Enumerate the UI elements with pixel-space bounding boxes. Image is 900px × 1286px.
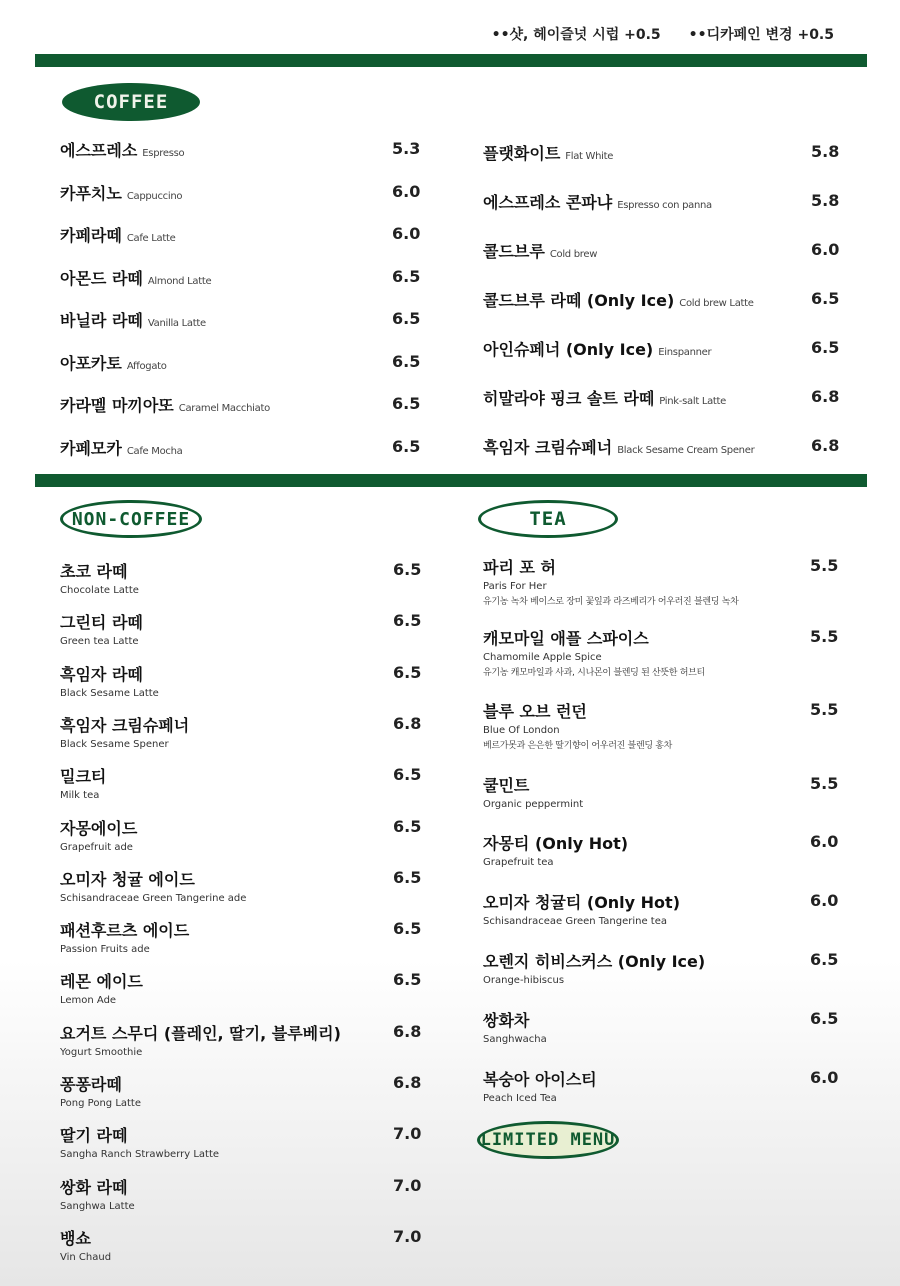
menu-item — [60, 610, 143, 647]
item-name-english: Flat White — [565, 151, 614, 162]
item-name-english: Cafe Latte — [126, 233, 176, 244]
middle-divider-bar — [35, 474, 867, 487]
menu-item — [483, 555, 739, 607]
item-name-english: Chocolate Latte — [60, 585, 139, 596]
item-name-korean: 플랫화이트 — [483, 144, 561, 163]
menu-item — [60, 1226, 111, 1263]
menu-item-row — [483, 190, 712, 213]
item-name-english: Cold brew — [549, 249, 598, 260]
item-name-korean: 초코 라떼 — [60, 562, 128, 581]
item-price: 5.5 — [810, 627, 839, 646]
item-price: 6.0 — [392, 182, 421, 201]
tea-section-label: TEA — [478, 500, 618, 538]
item-name-korean: 카페라떼 — [60, 226, 122, 245]
menu-item-row — [60, 266, 211, 289]
menu-item — [60, 223, 175, 246]
item-price: 6.0 — [392, 224, 421, 243]
item-name-english: Sanghwacha — [483, 1034, 547, 1045]
menu-item — [60, 918, 189, 955]
item-name-korean: 쌍화차 — [483, 1011, 530, 1030]
menu-item — [60, 559, 139, 596]
item-name-english: Caramel Macchiato — [178, 403, 270, 414]
item-price: 6.5 — [811, 338, 840, 357]
item-name-korean: 콜드브루 라떼 (Only Ice) — [483, 291, 675, 310]
item-name-korean: 파리 포 허 — [483, 558, 556, 577]
item-price: 6.0 — [810, 891, 839, 910]
top-divider-bar — [35, 54, 867, 67]
item-name-english: Pink-salt Latte — [659, 396, 727, 407]
menu-item — [483, 239, 597, 262]
menu-item — [60, 713, 189, 750]
item-price: 5.8 — [811, 191, 840, 210]
item-price: 6.5 — [393, 663, 422, 682]
item-name-english: Lemon Ade — [60, 995, 117, 1006]
menu-item — [60, 351, 167, 374]
item-name-english: Passion Fruits ade — [60, 944, 150, 955]
menu-item — [483, 337, 711, 360]
coffee-section-label: COFFEE — [62, 83, 200, 121]
item-name-korean: 블루 오브 런던 — [483, 702, 587, 721]
item-price: 6.5 — [392, 437, 421, 456]
item-price: 5.5 — [810, 774, 839, 793]
item-name-english: Grapefruit tea — [483, 857, 554, 868]
item-name-korean: 아인슈페너 (Only Ice) — [483, 340, 654, 359]
item-price: 6.5 — [393, 817, 422, 836]
item-name-korean: 아몬드 라떼 — [60, 269, 143, 288]
item-price: 5.8 — [811, 142, 840, 161]
item-price: 6.5 — [810, 950, 839, 969]
item-name-korean: 패션후르츠 에이드 — [60, 921, 190, 940]
menu-item — [483, 435, 754, 458]
item-name-korean: 그린티 라떼 — [60, 613, 143, 632]
menu-item-row — [483, 288, 754, 311]
item-price: 6.5 — [393, 765, 422, 784]
item-name-english: Black Sesame Cream Spener — [617, 445, 755, 456]
menu-item — [60, 867, 246, 904]
item-name-korean: 캐모마일 애플 스파이스 — [483, 629, 649, 648]
item-price: 6.0 — [810, 832, 839, 851]
item-name-english: Espresso — [142, 148, 185, 159]
item-name-korean: 카라멜 마끼아또 — [60, 396, 174, 415]
menu-item — [60, 1072, 141, 1109]
item-price: 5.5 — [810, 556, 839, 575]
item-price: 6.8 — [811, 436, 840, 455]
menu-item — [483, 288, 754, 311]
item-name-korean: 레몬 에이드 — [60, 972, 143, 991]
item-name-korean: 자몽티 (Only Hot) — [483, 834, 629, 853]
menu-item — [60, 764, 106, 801]
item-name-korean: 밀크티 — [60, 767, 107, 786]
menu-item-row — [60, 393, 270, 416]
menu-item — [60, 138, 184, 161]
item-description: 유기농 캐모마일과 사과, 시나몬이 블렌딩 된 산뜻한 허브티 — [483, 668, 705, 678]
item-name-english: Peach Iced Tea — [483, 1093, 557, 1104]
item-name-english: Schisandraceae Green Tangerine tea — [483, 916, 667, 927]
item-name-korean: 오미자 청귤 에이드 — [60, 870, 195, 889]
item-price: 6.8 — [393, 1022, 422, 1041]
item-price: 5.3 — [392, 139, 421, 158]
item-name-korean: 오렌지 히비스커스 (Only Ice) — [483, 952, 706, 971]
item-name-english: Cafe Mocha — [126, 446, 183, 457]
item-name-korean: 오미자 청귤티 (Only Hot) — [483, 893, 681, 912]
menu-item-row — [60, 308, 206, 331]
menu-item — [483, 626, 705, 678]
item-name-english: Black Sesame Latte — [60, 688, 159, 699]
item-name-korean: 쿨민트 — [483, 776, 530, 795]
menu-item-row — [60, 138, 184, 161]
item-price: 6.8 — [393, 1073, 422, 1092]
menu-item — [60, 1021, 341, 1058]
item-name-korean: 히말라야 핑크 솔트 라떼 — [483, 389, 655, 408]
menu-item-row — [60, 436, 183, 459]
item-name-english: Sanghwa Latte — [60, 1201, 135, 1212]
item-name-english: Vin Chaud — [60, 1252, 112, 1263]
item-name-korean: 콜드브루 — [483, 242, 545, 261]
item-name-english: Green tea Latte — [60, 636, 139, 647]
menu-item — [60, 816, 137, 853]
item-name-korean: 카페모카 — [60, 439, 122, 458]
item-price: 6.8 — [811, 387, 840, 406]
item-name-korean: 아포카토 — [60, 354, 122, 373]
menu-item-row — [483, 435, 754, 458]
item-name-english: Einspanner — [658, 347, 712, 358]
noncoffee-section-label: NON-COFFEE — [60, 500, 202, 538]
item-name-korean: 요거트 스무디 (플레인, 딸기, 블루베리) — [60, 1024, 341, 1043]
item-name-english: Yogurt Smoothie — [60, 1047, 143, 1058]
item-price: 7.0 — [393, 1227, 422, 1246]
item-name-english: Orange-hibiscus — [483, 975, 565, 986]
item-price: 6.5 — [393, 919, 422, 938]
item-price: 6.0 — [811, 240, 840, 259]
item-price: 6.5 — [392, 267, 421, 286]
item-price: 6.0 — [810, 1068, 839, 1087]
item-price: 7.0 — [393, 1176, 422, 1195]
menu-item — [483, 1067, 597, 1104]
item-price: 6.5 — [392, 309, 421, 328]
menu-item-row — [483, 239, 597, 262]
item-price: 6.5 — [393, 970, 422, 989]
menu-item — [60, 308, 206, 331]
item-name-korean: 바닐라 라떼 — [60, 311, 143, 330]
item-name-korean: 흑임자 라떼 — [60, 665, 143, 684]
menu-item — [60, 1123, 219, 1160]
item-name-korean: 에스프레소 콘파냐 — [483, 193, 613, 212]
item-name-korean: 카푸치노 — [60, 184, 122, 203]
item-name-english: Blue Of London — [483, 725, 560, 736]
item-price: 6.5 — [811, 289, 840, 308]
menu-item — [483, 386, 726, 409]
item-name-english: Espresso con panna — [617, 200, 712, 211]
menu-item — [60, 181, 182, 204]
menu-item-row — [483, 386, 726, 409]
item-name-english: Pong Pong Latte — [60, 1098, 142, 1109]
item-price: 6.5 — [392, 352, 421, 371]
item-price: 6.5 — [393, 560, 422, 579]
item-name-english: Affogato — [126, 361, 167, 372]
item-name-english: Cold brew Latte — [679, 298, 754, 309]
item-name-korean: 쌍화 라떼 — [60, 1178, 128, 1197]
menu-item — [483, 890, 680, 927]
menu-item — [483, 831, 628, 868]
limited-menu-label: LIMITED MENU — [477, 1121, 619, 1159]
menu-item — [60, 662, 159, 699]
item-name-korean: 뱅쇼 — [60, 1229, 91, 1248]
item-name-english: Organic peppermint — [483, 799, 584, 810]
item-name-korean: 흑임자 크림슈페너 — [483, 438, 613, 457]
item-name-english: Cappuccino — [126, 191, 183, 202]
menu-item-row — [483, 337, 711, 360]
menu-item — [60, 436, 183, 459]
item-name-korean: 딸기 라떼 — [60, 1126, 128, 1145]
item-name-korean: 흑임자 크림슈페너 — [60, 716, 190, 735]
menu-item — [60, 266, 211, 289]
item-name-english: Schisandraceae Green Tangerine ade — [60, 893, 247, 904]
item-price: 6.8 — [393, 714, 422, 733]
item-price: 6.5 — [393, 868, 422, 887]
menu-item — [483, 949, 705, 986]
item-name-english: Grapefruit ade — [60, 842, 133, 853]
menu-item — [60, 393, 270, 416]
decaf-note: ••디카페인 변경 +0.5 — [688, 27, 834, 43]
item-price: 6.5 — [392, 394, 421, 413]
menu-item-row — [60, 223, 175, 246]
item-price: 7.0 — [393, 1124, 422, 1143]
menu-item-row — [60, 351, 167, 374]
shot-syrup-note: ••샷, 헤이즐넛 시럽 +0.5 — [491, 27, 661, 43]
surcharge-notes — [492, 24, 834, 44]
menu-item — [483, 141, 613, 164]
item-name-english: Sangha Ranch Strawberry Latte — [60, 1149, 220, 1160]
menu-item — [483, 1008, 547, 1045]
item-name-korean: 퐁퐁라떼 — [60, 1075, 122, 1094]
item-description: 유기농 녹차 베이스로 장미 꽃잎과 라즈베리가 어우러진 블렌딩 녹차 — [483, 597, 739, 607]
item-name-english: Paris For Her — [483, 581, 547, 592]
menu-item — [483, 773, 583, 810]
item-name-korean: 복숭아 아이스티 — [483, 1070, 597, 1089]
menu-item-row — [483, 141, 613, 164]
item-price: 5.5 — [810, 700, 839, 719]
item-name-english: Vanilla Latte — [147, 318, 206, 329]
item-name-korean: 에스프레소 — [60, 141, 138, 160]
menu-item — [483, 699, 672, 751]
item-name-english: Black Sesame Spener — [60, 739, 169, 750]
item-name-english: Milk tea — [60, 790, 100, 801]
menu-item — [60, 969, 143, 1006]
item-price: 6.5 — [393, 611, 422, 630]
item-description: 베르가못과 은은한 딸기향이 어우러진 블렌딩 홍차 — [483, 741, 673, 751]
item-name-korean: 자몽에이드 — [60, 819, 138, 838]
item-name-english: Almond Latte — [147, 276, 212, 287]
item-price: 6.5 — [810, 1009, 839, 1028]
menu-item — [483, 190, 712, 213]
menu-item-row — [60, 181, 182, 204]
item-name-english: Chamomile Apple Spice — [483, 652, 602, 663]
menu-item — [60, 1175, 135, 1212]
